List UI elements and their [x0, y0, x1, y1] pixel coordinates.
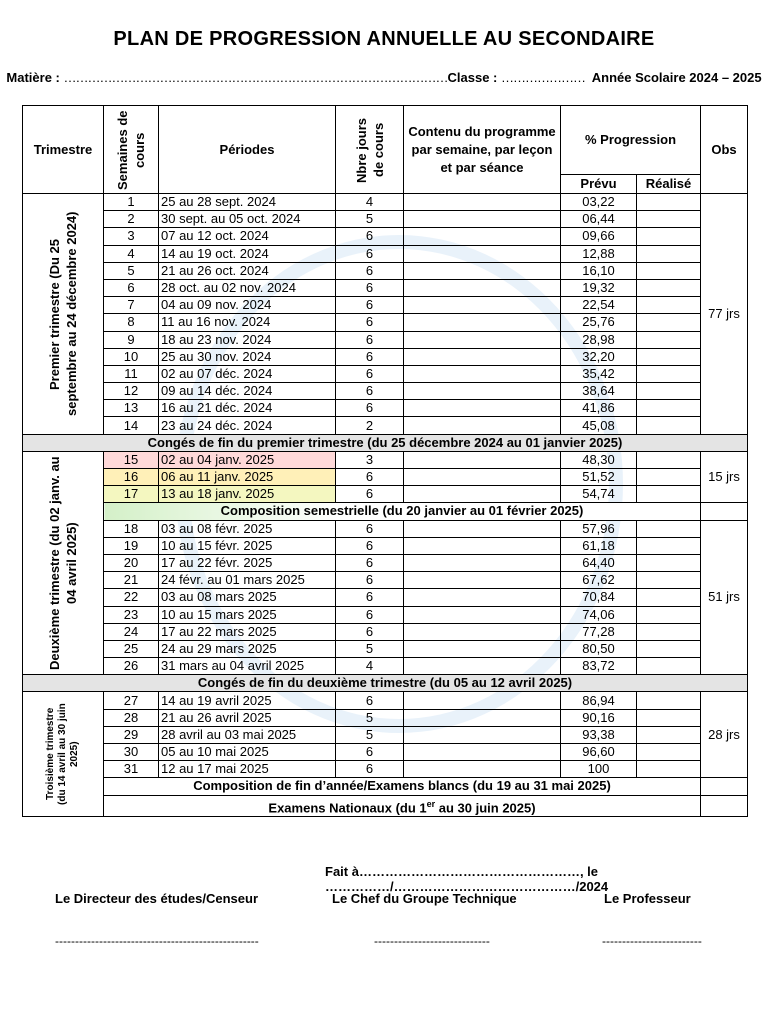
- days-cell: 2: [336, 417, 404, 434]
- period-cell: 21 au 26 avril 2025: [159, 709, 336, 726]
- week-number: 21: [104, 572, 159, 589]
- period-cell: 14 au 19 oct. 2024: [159, 245, 336, 262]
- realise-cell: [637, 279, 701, 296]
- examens-nationaux: [23, 795, 748, 816]
- days-cell: 6: [336, 623, 404, 640]
- days-cell: 6: [336, 537, 404, 554]
- days-cell: 6: [336, 400, 404, 417]
- week-number: 8: [104, 314, 159, 331]
- week-number: 20: [104, 554, 159, 571]
- prevu-cell: 83,72: [561, 658, 637, 675]
- obs-cell: 15 jrs: [701, 451, 748, 503]
- contenu-cell: [404, 744, 561, 761]
- table-row: [23, 211, 748, 228]
- prevu-cell: 80,50: [561, 640, 637, 657]
- prevu-cell: 25,76: [561, 314, 637, 331]
- contenu-cell: [404, 365, 561, 382]
- examens-text-sup: er: [426, 798, 436, 809]
- header-semaines: [104, 106, 159, 194]
- realise-cell: [637, 400, 701, 417]
- period-cell: 24 févr. au 01 mars 2025: [159, 572, 336, 589]
- signature-directeur: Le Directeur des études/Censeur: [55, 891, 259, 906]
- contenu-cell: [404, 228, 561, 245]
- contenu-cell: [404, 297, 561, 314]
- table-row: [23, 417, 748, 434]
- trimester-3: [23, 692, 104, 816]
- days-cell: 6: [336, 245, 404, 262]
- period-cell: 10 au 15 mars 2025: [159, 606, 336, 623]
- week-number: 17: [104, 486, 159, 503]
- classe-label: Classe :: [447, 70, 498, 85]
- prevu-cell: 09,66: [561, 228, 637, 245]
- days-cell: 3: [336, 451, 404, 468]
- prevu-cell: 77,28: [561, 623, 637, 640]
- obs-cell: 28 jrs: [701, 692, 748, 778]
- week-number: 26: [104, 658, 159, 675]
- table-row: [23, 469, 748, 486]
- composition-fin-annee: [23, 778, 748, 795]
- trimester-3-label: Troisième trimestre (du 14 avril au 30 juin 2025): [45, 703, 80, 806]
- header-semaines-text: Semaines de cours: [115, 109, 147, 190]
- trimester-2: [23, 451, 104, 674]
- trimester-1-label: Premier trimestre (Du 25 septembre au 24 décembre 2024): [47, 211, 79, 417]
- contenu-cell: [404, 537, 561, 554]
- prevu-cell: 51,52: [561, 469, 637, 486]
- days-cell: 6: [336, 279, 404, 296]
- contenu-cell: [404, 451, 561, 468]
- days-cell: 6: [336, 692, 404, 709]
- week-number: 6: [104, 279, 159, 296]
- days-cell: 4: [336, 194, 404, 211]
- week-number: 3: [104, 228, 159, 245]
- matiere-label: Matière :: [6, 70, 60, 85]
- contenu-cell: [404, 400, 561, 417]
- header-jours-text: Nbre jours de cours: [353, 117, 386, 183]
- table-row: [23, 744, 748, 761]
- realise-cell: [637, 520, 701, 537]
- prevu-cell: 74,06: [561, 606, 637, 623]
- table-row: [23, 658, 748, 675]
- days-cell: 6: [336, 761, 404, 778]
- period-cell: 28 oct. au 02 nov. 2024: [159, 279, 336, 296]
- table-row: [23, 640, 748, 657]
- prevu-cell: 45,08: [561, 417, 637, 434]
- period-cell: 03 au 08 mars 2025: [159, 589, 336, 606]
- signature-chef: Le Chef du Groupe Technique: [332, 891, 517, 906]
- obs-cell: 77 jrs: [701, 194, 748, 435]
- realise-cell: [637, 554, 701, 571]
- week-number: 25: [104, 640, 159, 657]
- annee-scolaire: Année Scolaire 2024 – 2025: [591, 70, 762, 85]
- realise-cell: [637, 417, 701, 434]
- contenu-cell: [404, 623, 561, 640]
- realise-cell: [637, 297, 701, 314]
- table-row: [23, 623, 748, 640]
- table-row: [23, 228, 748, 245]
- prevu-cell: 64,40: [561, 554, 637, 571]
- days-cell: 6: [336, 469, 404, 486]
- week-number: 31: [104, 761, 159, 778]
- examens-text-a: Examens Nationaux (du 1: [268, 799, 427, 815]
- contenu-cell: [404, 211, 561, 228]
- realise-cell: [637, 486, 701, 503]
- composition-semestrielle: [23, 503, 748, 520]
- table-row: [23, 537, 748, 554]
- days-cell: 6: [336, 297, 404, 314]
- signature-line-directeur: ---------------------------------------------------: [55, 934, 259, 948]
- table-row: [23, 486, 748, 503]
- table-row: [23, 709, 748, 726]
- period-cell: 09 au 14 déc. 2024: [159, 383, 336, 400]
- contenu-cell: [404, 520, 561, 537]
- days-cell: 6: [336, 348, 404, 365]
- matiere-blank: ……………………………………………………………………………………: [63, 70, 448, 85]
- prevu-cell: 54,74: [561, 486, 637, 503]
- period-cell: 17 au 22 févr. 2025: [159, 554, 336, 571]
- week-number: 13: [104, 400, 159, 417]
- period-cell: 03 au 08 févr. 2025: [159, 520, 336, 537]
- obs-empty: [701, 503, 748, 520]
- contenu-cell: [404, 331, 561, 348]
- examens-text-b: au 30 juin 2025): [435, 799, 536, 815]
- header-jours: [336, 106, 404, 194]
- days-cell: 6: [336, 606, 404, 623]
- prevu-cell: 70,84: [561, 589, 637, 606]
- realise-cell: [637, 245, 701, 262]
- obs-empty: [701, 778, 748, 795]
- realise-cell: [637, 572, 701, 589]
- table-row: [23, 761, 748, 778]
- realise-cell: [637, 761, 701, 778]
- week-number: 15: [104, 451, 159, 468]
- realise-cell: [637, 194, 701, 211]
- composition-fin-annee-text: Composition de fin d’année/Examens blancs (du 19 au 31 mai 2025): [104, 778, 701, 795]
- week-number: 10: [104, 348, 159, 365]
- contenu-cell: [404, 469, 561, 486]
- period-cell: 18 au 23 nov. 2024: [159, 331, 336, 348]
- table-row: [23, 194, 748, 211]
- table-row: [23, 572, 748, 589]
- trimester-1: [23, 194, 104, 435]
- realise-cell: [637, 623, 701, 640]
- week-number: 1: [104, 194, 159, 211]
- examens-nationaux-text: [104, 795, 701, 816]
- prevu-cell: 90,16: [561, 709, 637, 726]
- contenu-cell: [404, 692, 561, 709]
- contenu-cell: [404, 314, 561, 331]
- table-row: [23, 297, 748, 314]
- realise-cell: [637, 589, 701, 606]
- trimester-2-label: Deuxième trimestre (du 02 janv. au 04 avril 2025): [47, 456, 79, 670]
- meta-line: [0, 70, 768, 85]
- days-cell: 6: [336, 554, 404, 571]
- contenu-cell: [404, 348, 561, 365]
- realise-cell: [637, 262, 701, 279]
- realise-cell: [637, 469, 701, 486]
- table-row: [23, 245, 748, 262]
- table-row: [23, 348, 748, 365]
- week-number: 22: [104, 589, 159, 606]
- table-row: [23, 365, 748, 382]
- realise-cell: [637, 383, 701, 400]
- days-cell: 6: [336, 228, 404, 245]
- progression-table: [22, 105, 748, 817]
- table-row: [23, 606, 748, 623]
- period-cell: 28 avril au 03 mai 2025: [159, 726, 336, 743]
- contenu-cell: [404, 606, 561, 623]
- contenu-cell: [404, 279, 561, 296]
- period-cell: 02 au 04 janv. 2025: [159, 451, 336, 468]
- period-cell: 06 au 11 janv. 2025: [159, 469, 336, 486]
- table-body: [23, 194, 748, 817]
- week-number: 11: [104, 365, 159, 382]
- days-cell: 5: [336, 726, 404, 743]
- realise-cell: [637, 726, 701, 743]
- week-number: 28: [104, 709, 159, 726]
- prevu-cell: 28,98: [561, 331, 637, 348]
- realise-cell: [637, 658, 701, 675]
- header-prevu: Prévu: [561, 175, 637, 194]
- prevu-cell: 12,88: [561, 245, 637, 262]
- contenu-cell: [404, 262, 561, 279]
- period-cell: 11 au 16 nov. 2024: [159, 314, 336, 331]
- days-cell: 6: [336, 262, 404, 279]
- realise-cell: [637, 709, 701, 726]
- period-cell: 07 au 12 oct. 2024: [159, 228, 336, 245]
- realise-cell: [637, 640, 701, 657]
- table-row: [23, 314, 748, 331]
- signature-line-professeur: -------------------------: [602, 934, 702, 948]
- realise-cell: [637, 365, 701, 382]
- week-number: 5: [104, 262, 159, 279]
- week-number: 24: [104, 623, 159, 640]
- realise-cell: [637, 606, 701, 623]
- page-title: PLAN DE PROGRESSION ANNUELLE AU SECONDAIRE: [113, 28, 655, 50]
- week-number: 14: [104, 417, 159, 434]
- header-obs: Obs: [701, 106, 748, 194]
- prevu-cell: 41,86: [561, 400, 637, 417]
- realise-cell: [637, 314, 701, 331]
- days-cell: 5: [336, 211, 404, 228]
- days-cell: 6: [336, 589, 404, 606]
- contenu-cell: [404, 658, 561, 675]
- prevu-cell: 93,38: [561, 726, 637, 743]
- days-cell: 5: [336, 709, 404, 726]
- conge-deuxieme-trimestre: [23, 675, 748, 692]
- period-cell: 13 au 18 janv. 2025: [159, 486, 336, 503]
- realise-cell: [637, 537, 701, 554]
- period-cell: 30 sept. au 05 oct. 2024: [159, 211, 336, 228]
- prevu-cell: 61,18: [561, 537, 637, 554]
- prevu-cell: 35,42: [561, 365, 637, 382]
- signature-professeur: Le Professeur: [604, 891, 691, 906]
- week-number: 4: [104, 245, 159, 262]
- week-number: 23: [104, 606, 159, 623]
- conge-deuxieme-trimestre-text: Congés de fin du deuxième trimestre (du 05 au 12 avril 2025): [23, 675, 748, 692]
- signature-line-chef: -----------------------------: [374, 934, 490, 948]
- conge-premier-trimestre-text: Congés de fin du premier trimestre (du 25 décembre 2024 au 01 janvier 2025): [23, 434, 748, 451]
- table-row: [23, 262, 748, 279]
- table-row: [23, 279, 748, 296]
- week-number: 9: [104, 331, 159, 348]
- table-row: [23, 726, 748, 743]
- obs-empty: [701, 795, 748, 816]
- prevu-cell: 57,96: [561, 520, 637, 537]
- week-number: 29: [104, 726, 159, 743]
- header-contenu: Contenu du programme par semaine, par leçon et par séance: [404, 106, 561, 194]
- prevu-cell: 32,20: [561, 348, 637, 365]
- days-cell: 4: [336, 658, 404, 675]
- contenu-cell: [404, 245, 561, 262]
- week-number: 2: [104, 211, 159, 228]
- realise-cell: [637, 451, 701, 468]
- prevu-cell: 03,22: [561, 194, 637, 211]
- week-number: 7: [104, 297, 159, 314]
- header-progression: % Progression: [561, 106, 701, 175]
- days-cell: 5: [336, 640, 404, 657]
- contenu-cell: [404, 383, 561, 400]
- contenu-cell: [404, 589, 561, 606]
- contenu-cell: [404, 572, 561, 589]
- prevu-cell: 22,54: [561, 297, 637, 314]
- prevu-cell: 67,62: [561, 572, 637, 589]
- realise-cell: [637, 692, 701, 709]
- prevu-cell: 38,64: [561, 383, 637, 400]
- conge-premier-trimestre: [23, 434, 748, 451]
- period-cell: 24 au 29 mars 2025: [159, 640, 336, 657]
- days-cell: 6: [336, 572, 404, 589]
- prevu-cell: 06,44: [561, 211, 637, 228]
- days-cell: 6: [336, 314, 404, 331]
- contenu-cell: [404, 194, 561, 211]
- days-cell: 6: [336, 486, 404, 503]
- contenu-cell: [404, 709, 561, 726]
- days-cell: 6: [336, 365, 404, 382]
- header-periodes: Périodes: [159, 106, 336, 194]
- days-cell: 6: [336, 331, 404, 348]
- contenu-cell: [404, 554, 561, 571]
- period-cell: 21 au 26 oct. 2024: [159, 262, 336, 279]
- table-row: [23, 554, 748, 571]
- realise-cell: [637, 211, 701, 228]
- realise-cell: [637, 348, 701, 365]
- realise-cell: [637, 744, 701, 761]
- obs-cell: 51 jrs: [701, 520, 748, 675]
- period-cell: 10 au 15 févr. 2025: [159, 537, 336, 554]
- table-row: [23, 451, 748, 468]
- days-cell: 6: [336, 744, 404, 761]
- week-number: 18: [104, 520, 159, 537]
- table-row: [23, 400, 748, 417]
- table-row: [23, 589, 748, 606]
- fait-a-line: Fait à……………………………………………, le ……………/……………………………………/2024: [325, 864, 609, 894]
- period-cell: 16 au 21 déc. 2024: [159, 400, 336, 417]
- header-realise: Réalisé: [637, 175, 701, 194]
- period-cell: 25 au 30 nov. 2024: [159, 348, 336, 365]
- prevu-cell: 16,10: [561, 262, 637, 279]
- table-row: [23, 520, 748, 537]
- week-number: 27: [104, 692, 159, 709]
- prevu-cell: 19,32: [561, 279, 637, 296]
- table-row: [23, 383, 748, 400]
- classe-blank: …………………: [501, 70, 585, 85]
- period-cell: 31 mars au 04 avril 2025: [159, 658, 336, 675]
- contenu-cell: [404, 640, 561, 657]
- week-number: 19: [104, 537, 159, 554]
- period-cell: 25 au 28 sept. 2024: [159, 194, 336, 211]
- realise-cell: [637, 228, 701, 245]
- period-cell: 02 au 07 déc. 2024: [159, 365, 336, 382]
- prevu-cell: 86,94: [561, 692, 637, 709]
- composition-semestrielle-text: Composition semestrielle (du 20 janvier au 01 février 2025): [104, 503, 701, 520]
- week-number: 16: [104, 469, 159, 486]
- days-cell: 6: [336, 520, 404, 537]
- week-number: 30: [104, 744, 159, 761]
- period-cell: 17 au 22 mars 2025: [159, 623, 336, 640]
- table-row: [23, 692, 748, 709]
- period-cell: 05 au 10 mai 2025: [159, 744, 336, 761]
- period-cell: 14 au 19 avril 2025: [159, 692, 336, 709]
- prevu-cell: 48,30: [561, 451, 637, 468]
- period-cell: 12 au 17 mai 2025: [159, 761, 336, 778]
- contenu-cell: [404, 726, 561, 743]
- table-row: [23, 331, 748, 348]
- header-trimestre: Trimestre: [23, 106, 104, 194]
- period-cell: 23 au 24 déc. 2024: [159, 417, 336, 434]
- days-cell: 6: [336, 383, 404, 400]
- contenu-cell: [404, 761, 561, 778]
- week-number: 12: [104, 383, 159, 400]
- prevu-cell: 96,60: [561, 744, 637, 761]
- contenu-cell: [404, 417, 561, 434]
- prevu-cell: 100: [561, 761, 637, 778]
- period-cell: 04 au 09 nov. 2024: [159, 297, 336, 314]
- realise-cell: [637, 331, 701, 348]
- contenu-cell: [404, 486, 561, 503]
